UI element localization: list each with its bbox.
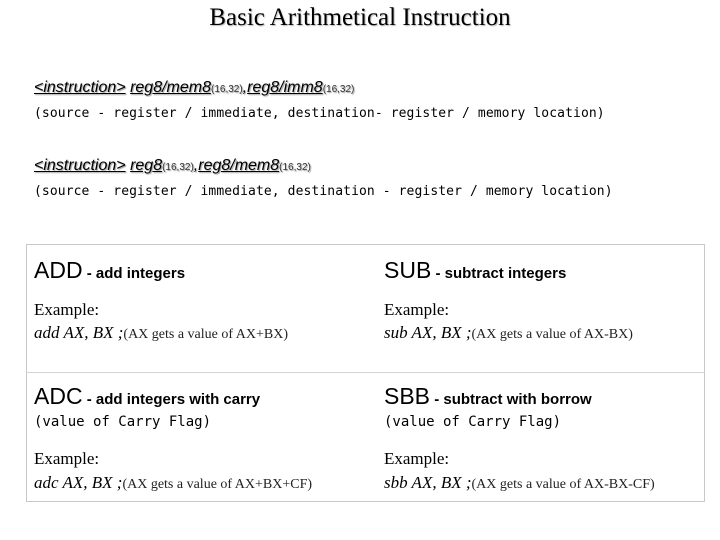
add-heading [34,257,185,284]
sub-example [384,323,633,343]
syntax-operand-1-size: (16,32) [162,162,194,173]
syntax-instruction: <instruction> [34,157,126,174]
sub-description: - subtract integers [431,265,567,282]
syntax-operand-1-size: (16,32) [210,84,243,95]
syntax-instruction: <instruction> [34,79,126,96]
adc-example-code: adc AX, BX ; [34,473,123,492]
sbb-example-label: Example: [384,449,450,468]
sbb-note: (value of Carry Flag) [384,414,562,430]
sub-mnemonic: SUB [384,257,432,283]
table-divider [26,372,705,373]
sbb-mnemonic: SBB [384,383,431,409]
add-description: - add integers [82,265,186,282]
syntax-operand-2-size: (16,32) [322,84,355,95]
sbb-description: - subtract with borrow [430,391,592,408]
sbb-example-comment: (AX gets a value of AX-BX-CF) [471,477,655,492]
syntax-operand-1: reg8/mem8 [130,79,211,96]
syntax-operand-2-size: (16,32) [279,162,311,173]
syntax-comma: , [193,157,199,174]
sub-example-comment: (AX gets a value of AX-BX) [471,327,633,342]
syntax-description-2: (source - register / immediate, destination - register / memory location) [34,184,613,199]
sub-example-code: sub AX, BX ; [384,323,472,342]
adc-example-label: Example: [34,449,100,468]
add-example-comment: (AX gets a value of AX+BX) [123,327,288,342]
syntax-line-2 [34,157,311,175]
add-mnemonic: ADD [34,257,83,283]
syntax-description-1: (source - register / immediate, destination- register / memory location) [34,106,605,121]
add-example [34,323,288,343]
adc-heading [34,383,260,410]
syntax-comma: , [242,79,248,96]
page-title: Basic Arithmetical Instruction [209,4,511,31]
adc-note: (value of Carry Flag) [34,414,212,430]
adc-example [34,473,312,493]
syntax-operand-2: reg8/imm8 [247,79,323,96]
add-example-label: Example: [34,300,100,319]
adc-description: - add integers with carry [82,391,261,408]
syntax-line-1 [34,79,354,97]
sub-example-label: Example: [384,300,450,319]
syntax-operand-2: reg8/mem8 [198,157,280,174]
sbb-example [384,473,655,493]
sbb-example-code: sbb AX, BX ; [384,473,472,492]
add-example-code: add AX, BX ; [34,323,124,342]
adc-mnemonic: ADC [34,383,83,409]
sub-heading [384,257,566,284]
syntax-operand-1: reg8 [130,157,163,174]
adc-example-comment: (AX gets a value of AX+BX+CF) [122,477,313,492]
sbb-heading [384,383,592,410]
